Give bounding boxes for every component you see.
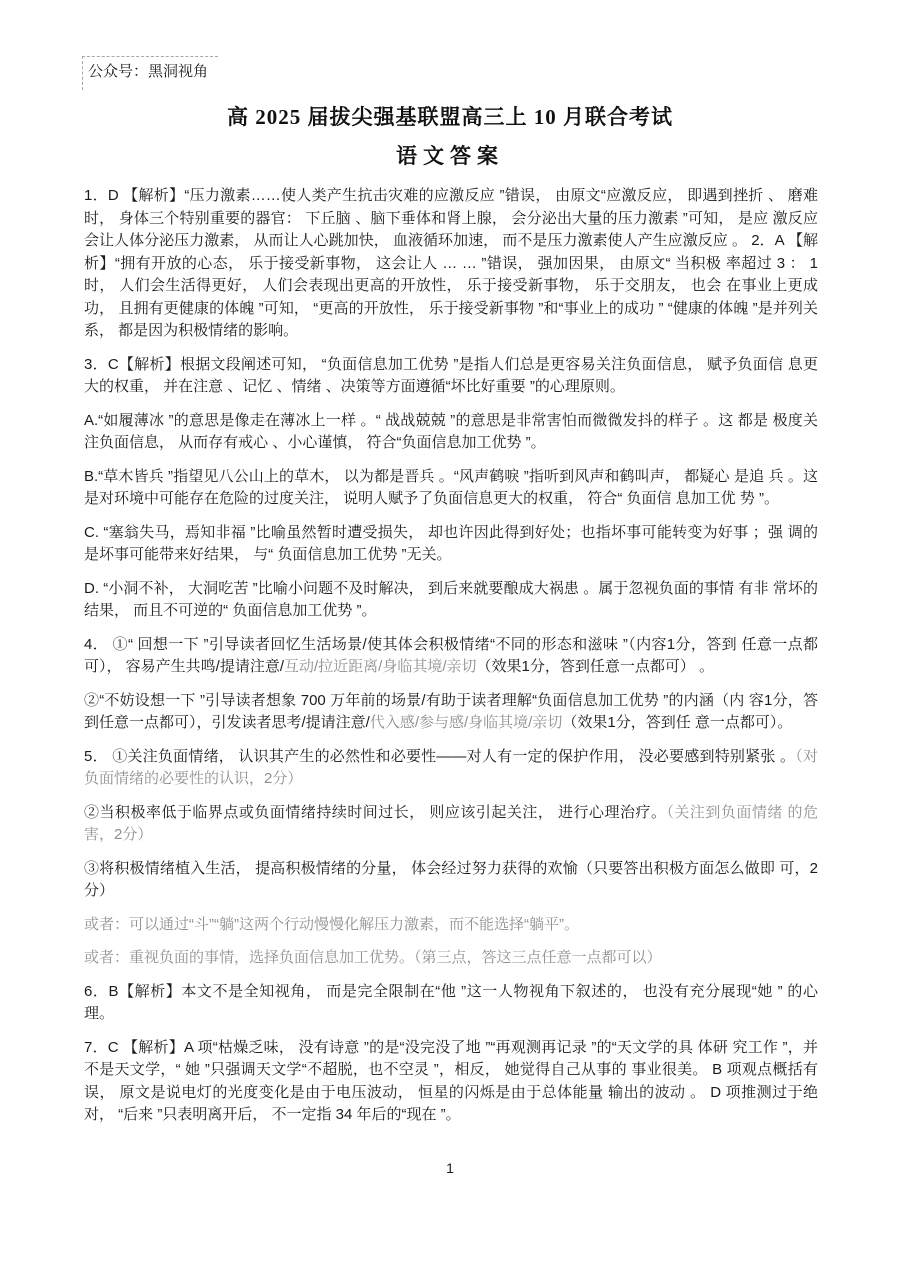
answer-text: ②当积极率低于临界点或负面情绪持续时间过长， 则应该引起关注， 进行心理治疗。	[84, 803, 667, 821]
answer-paragraph	[84, 746, 818, 791]
answer-paragraph	[84, 858, 818, 903]
answer-text: 6．B【解析】本文不是全知视角， 而是完全限制在“他 ”这一人物视角下叙述的， 也没有充分展现“她 ” 的心理。	[84, 982, 818, 1022]
answer-paragraph	[84, 690, 818, 735]
answer-text: A.“如履薄冰 ”的意思是像走在薄冰上一样 。“ 战战兢兢 ”的意思是非常害怕而微微发抖的样子 。这 都是 极度关注负面信息， 从而存有戒心 、小心谨慎， 符合“负面信息加工优势 ”。	[84, 411, 818, 451]
answer-text: （效果1分，答到任 意一点都可）。	[562, 714, 793, 731]
answer-text: 7．C 【解析】A 项“枯燥乏味， 没有诗意 ”的是“没完没了地 ”“再观测再记录 ”的“天文学的具 体研 究工作 ”，并不是天文学，“ 她 ”只强调天文学“不超脱，也不空灵 ”，相反， 她觉得自己从事的 事业很美。 B 项观点概括有误， 原文是说电灯的光度变化是由于电压波动， 恒星的闪烁是由于总体能量 输出的波动 。 D 项推测过于绝对， “后来 ”只表明离开后， 不一定指 34 年后的“现在 ”。	[84, 1038, 818, 1123]
answer-text: 4． ①“ 回想一下 ”引导读者回忆生活场景/使其体会积极情绪“不同的形态和滋味 ”（内容1分，答到 任意一点都可）， 容易产生共鸣/提请注意/	[84, 635, 818, 675]
answer-text: 1．D 【解析】“压力激素……使人类产生抗击灾难的应激反应 ”错误， 由原文“应激反应， 即遇到挫折 、 磨难时， 身体三个特别重要的器官： 下丘脑 、脑下垂体和肾上腺， 会分泌出大量的压力激素 ”可知， 是应 激反应会让人体分泌压力激素， 从而让人心跳加快， 血液循环加速， 而不是压力激素使人产生应激反应 。 2．A 【解析】“拥有开放的心态， 乐于接受新事物， 这会让人 … … ”错误， 强加因果， 由原文“ 当积极 率超过 3 ： 1 时， 人们会生活得更好， 人们会表现出更高的开放性， 乐于接受新事物， 乐于交朋友， 也会 在事业上更成功， 且拥有更健康的体魄 ”可知， “更高的开放性， 乐于接受新事物 ”和“事业上的成功 ” “健康的体魄 ”是并列关系， 都是因为积极情绪的影响。	[84, 187, 818, 339]
answer-paragraph	[84, 185, 818, 343]
scoring-note-text: （对负面情绪的必要性的认识，2分）	[84, 747, 818, 787]
wechat-account-badge: 公众号：黑洞视角	[82, 56, 218, 90]
answer-paragraph	[84, 522, 818, 567]
answer-paragraphs	[84, 185, 818, 1127]
answer-paragraph	[84, 802, 818, 847]
scoring-note-text: 或者：可以通过“斗”“躺”这两个行动慢慢化解压力激素，而不能选择“躺平”。	[84, 915, 579, 933]
answer-paragraph	[84, 914, 818, 937]
answer-text: ②“不妨设想一下 ”引导读者想象 700 万年前的场景/有助于读者理解“负面信息加工优势 ”的内涵（内 容1分，答到任意一点都可），引发读者思考/提请注意/	[84, 691, 818, 731]
page-number: 1	[446, 1160, 454, 1176]
answer-paragraph	[84, 466, 818, 511]
answer-paragraph	[84, 354, 818, 399]
answer-paragraph	[84, 410, 818, 455]
scoring-note-text: 互动/拉近距离/身临其境/亲切	[284, 658, 477, 675]
scoring-note-text: 或者：重视负面的事情，选择负面信息加工优势。（第三点，答这三点任意一点都可以）	[84, 949, 662, 966]
answer-text: C. “塞翁失马，焉知非福 ”比喻虽然暂时遭受损失， 却也许因此得到好处；也指坏事可能转变为好事 ；强 调的是坏事可能带来好结果， 与“ 负面信息加工优势 ”无关。	[84, 523, 818, 563]
answer-paragraph	[84, 1037, 818, 1127]
answer-paragraph	[84, 578, 818, 623]
answer-text: 3．C【解析】根据文段阐述可知， “负面信息加工优势 ”是指人们总是更容易关注负面信息， 赋予负面信 息更大的权重， 并在注意 、记忆 、情绪 、决策等方面遵循“坏比好重要 ”的心理原则。	[84, 355, 818, 395]
answer-text: ③将积极情绪植入生活， 提高积极情绪的分量， 体会经过努力获得的欢愉（只要答出积极方面怎么做即 可，2分）	[84, 859, 818, 899]
scoring-note-text: 代入感/参与感/身临其境/亲切	[369, 714, 563, 731]
answer-paragraph	[84, 981, 818, 1026]
answer-paragraph	[84, 634, 818, 679]
answer-text: （效果1分，答到任意一点都可） 。	[476, 658, 715, 675]
answer-paragraph	[84, 947, 818, 970]
answer-text: B.“草木皆兵 ”指望见八公山上的草木， 以为都是晋兵 。“风声鹤唳 ”指听到风声和鹤叫声， 都疑心 是追 兵 。这是对环境中可能存在危险的过度关注， 说明人赋予了负面信息更大的权重， 符合“ 负面信 息加工优 势 ”。	[84, 467, 818, 507]
answer-text: D. “小洞不补， 大洞吃苦 ”比喻小问题不及时解决， 到后来就要酿成大祸患 。属于忽视负面的事情 有非 常坏的结果， 而且不可逆的“ 负面信息加工优势 ”。	[84, 579, 818, 619]
scoring-note-text: （关注到负面情绪 的危害，2分）	[84, 803, 819, 843]
document-subtitle: 语文答案	[396, 144, 504, 168]
answer-text: 5． ①关注负面情绪， 认识其产生的必然性和必要性——对人有一定的保护作用， 没必要感到特别紧张 。	[84, 747, 796, 765]
document-title: 高 2025 届拔尖强基联盟高三上 10 月联合考试	[227, 105, 673, 129]
